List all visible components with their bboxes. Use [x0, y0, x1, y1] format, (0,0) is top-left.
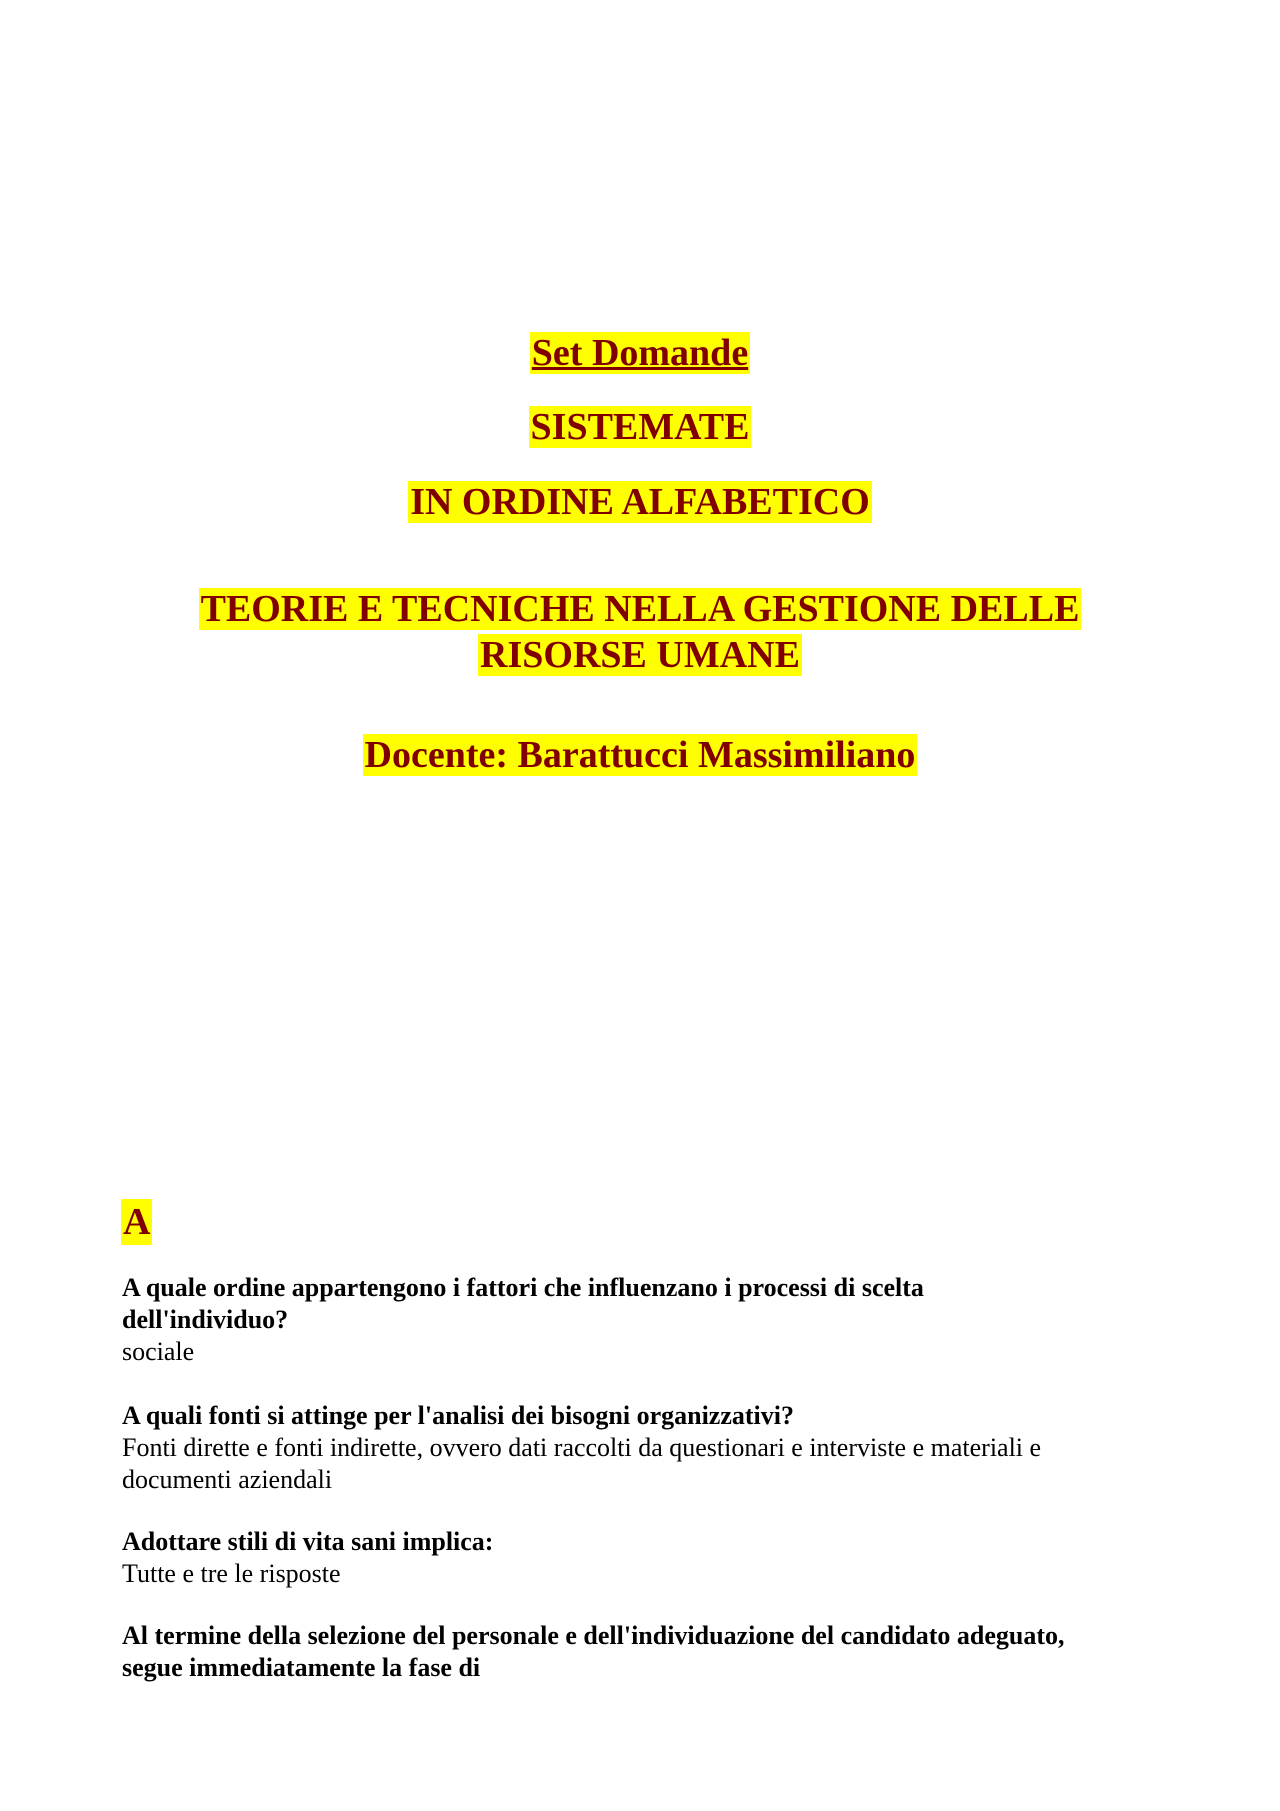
answer-text: Tutte e tre le risposte: [122, 1559, 341, 1588]
question-text: dell'individuo?: [122, 1305, 289, 1334]
title-line-2: SISTEMATE: [530, 406, 750, 448]
subject-line-2: RISORSE UMANE: [480, 634, 800, 676]
answer-text: documenti aziendali: [122, 1465, 333, 1494]
title-line-3: IN ORDINE ALFABETICO: [410, 481, 870, 523]
question-text: segue immediatamente la fase di: [122, 1653, 481, 1682]
answer-text: sociale: [122, 1337, 195, 1366]
title-set-domande: [0, 330, 1280, 376]
teacher-name: Docente: Barattucci Massimiliano: [364, 734, 916, 776]
teacher-line: [0, 732, 1280, 778]
subject-title: [0, 586, 1280, 678]
question-text: Adottare stili di vita sani implica:: [122, 1527, 494, 1556]
subject-line-1: TEORIE E TECNICHE NELLA GESTIONE DELLE: [200, 588, 1080, 630]
title-sistemate: [0, 404, 1280, 450]
question-text: A quali fonti si attinge per l'analisi dei bisogni organizzativi?: [122, 1401, 794, 1430]
title-line-1: Set Domande: [531, 332, 749, 374]
title-ordine-alfabetico: [0, 479, 1280, 525]
question-text: A quale ordine appartengono i fattori che influenzano i processi di scelta: [122, 1273, 924, 1302]
question-block: [122, 1400, 1162, 1496]
answer-text: Fonti dirette e fonti indirette, ovvero dati raccolti da questionari e interviste e materiali e: [122, 1433, 1042, 1462]
question-block: [122, 1272, 1162, 1368]
question-text: Al termine della selezione del personale e dell'individuazione del candidato adeguato,: [122, 1621, 1065, 1650]
section-letter-a: A: [123, 1201, 151, 1243]
question-block: [122, 1526, 1162, 1590]
question-block: [122, 1620, 1162, 1684]
